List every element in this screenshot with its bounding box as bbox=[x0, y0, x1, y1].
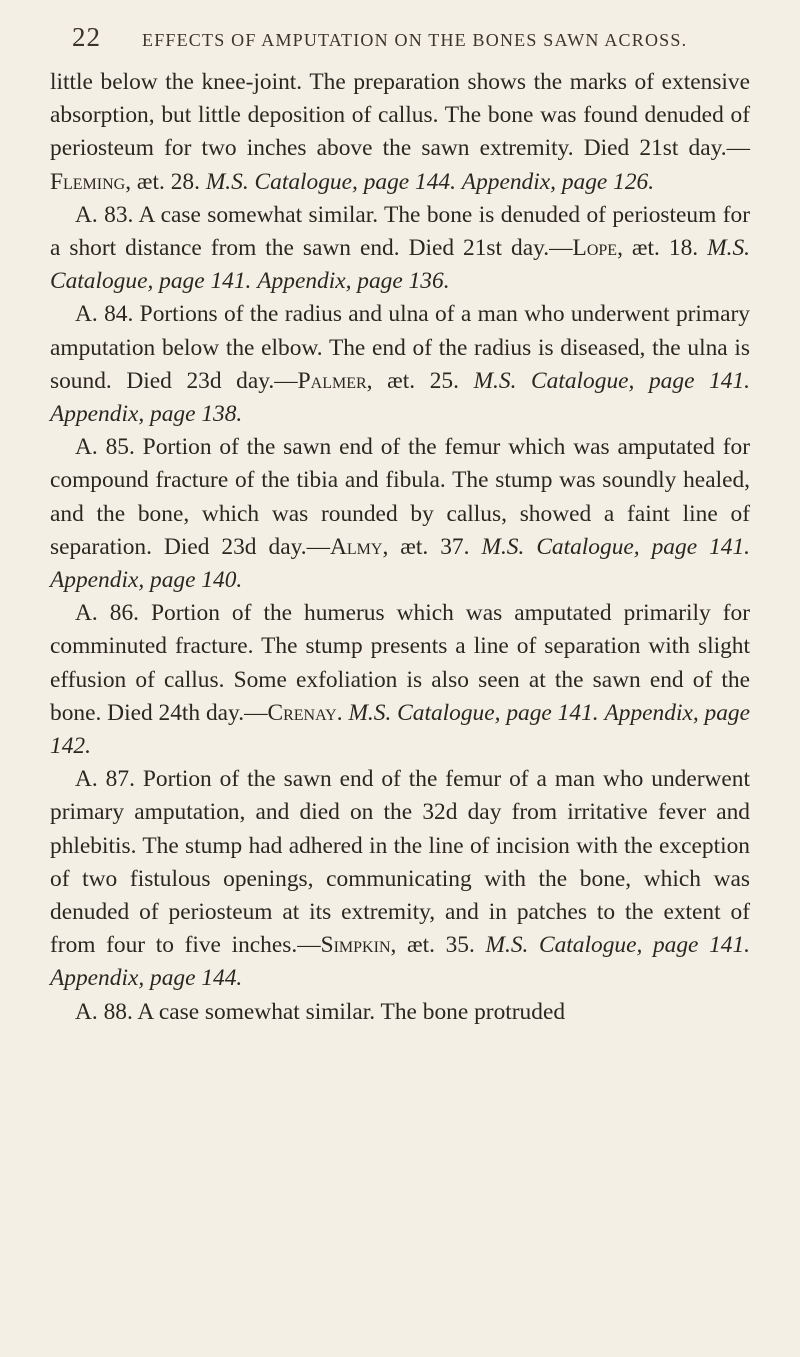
entry-a85: A. 85. Portion of the sawn end of the femur which was amputated for compound fracture of the tibia and fibula. The stump was soundly healed, and the bone, which was rounded by callus, showed a faint line of separation. Died 23d day.—Almy, æt. 37. M.S. Catalogue, page 141. Appendix, page 140. bbox=[50, 434, 751, 594]
appendix-ref: Appendix, page 138. bbox=[50, 401, 243, 428]
catalogue-ref: M.S. Catalogue, page 141. bbox=[485, 932, 751, 959]
patient-name: Palmer bbox=[297, 367, 367, 394]
appendix-ref: Appendix, page 126. bbox=[461, 168, 655, 195]
appendix-ref: Appendix, page 136. bbox=[257, 268, 450, 295]
page-number: 22 bbox=[72, 22, 101, 52]
patient-name: Fleming bbox=[50, 168, 126, 195]
appendix-ref: Appendix, page 140. bbox=[50, 567, 243, 594]
catalogue-ref: M.S. Catalogue, page 141. bbox=[348, 699, 599, 726]
patient-name: Lope bbox=[572, 235, 618, 262]
entry-a83: A. 83. A case somewhat similar. The bone is denuded of periosteum for a short distance from the sawn end. Died 21st day.—Lope, æt. 18. M.S. Catalogue, page 141. Appendix, page 136. bbox=[50, 201, 751, 295]
catalogue-ref: M.S. Catalogue, page 141. bbox=[473, 367, 751, 394]
running-head: EFFECTS OF AMPUTATION ON THE BONES SAWN ACROSS. bbox=[142, 30, 688, 50]
patient-name: Almy bbox=[329, 533, 383, 560]
appendix-ref: Appendix, page 142. bbox=[50, 699, 751, 760]
entry-a86: A. 86. Portion of the humerus which was amputated primarily for comminuted fracture. The stump presents a line of separation with slight effusion of callus. Some exfoliation is also seen at the sawn end of the bone. Died 24th day.—Crenay. M.S. Catalogue, page 141. Appendix, page 142. bbox=[50, 600, 751, 760]
body-text bbox=[50, 66, 750, 1029]
page-header bbox=[50, 22, 750, 66]
appendix-ref: Appendix, page 144. bbox=[50, 965, 243, 992]
catalogue-ref: M.S. Catalogue, page 141. bbox=[50, 235, 751, 295]
entry-a84: A. 84. Portions of the radius and ulna of a man who underwent primary amputation below the elbow. The end of the radius is diseased, the ulna is sound. Died 23d day.—Palmer, æt. 25. M.S. Catalogue, page 141. Appendix, page 138. bbox=[50, 301, 751, 428]
entry-a88: A. 88. A case somewhat similar. The bone protruded bbox=[75, 998, 566, 1025]
entry-a87: A. 87. Portion of the sawn end of the femur of a man who underwent primary amputation, and died on the 32d day from irritative fever and phlebitis. The stump had adhered in the line of incision with the exception of two fistulous openings, communicating with the bone, which was denuded of periosteum at its extremity, and in patches to the extent of from four to five inches.—Simpkin, æt. 35. M.S. Catalogue, page 141. Appendix, page 144. bbox=[50, 766, 751, 992]
paragraph-continuation: little below the knee-joint. The preparation shows the marks of extensive absorption, but little deposition of callus. The bone was found denuded of periosteum for two inches above the sawn extremity. Died 21st day.—Fleming, æt. 28. M.S. Catalogue, page 144. Appendix, page 126. bbox=[50, 69, 750, 195]
patient-name: Crenay bbox=[267, 699, 337, 726]
catalogue-ref: M.S. Catalogue, page 141. bbox=[481, 533, 751, 560]
catalogue-ref: M.S. Catalogue, page 144. bbox=[205, 168, 456, 195]
patient-name: Simpkin bbox=[320, 932, 391, 959]
